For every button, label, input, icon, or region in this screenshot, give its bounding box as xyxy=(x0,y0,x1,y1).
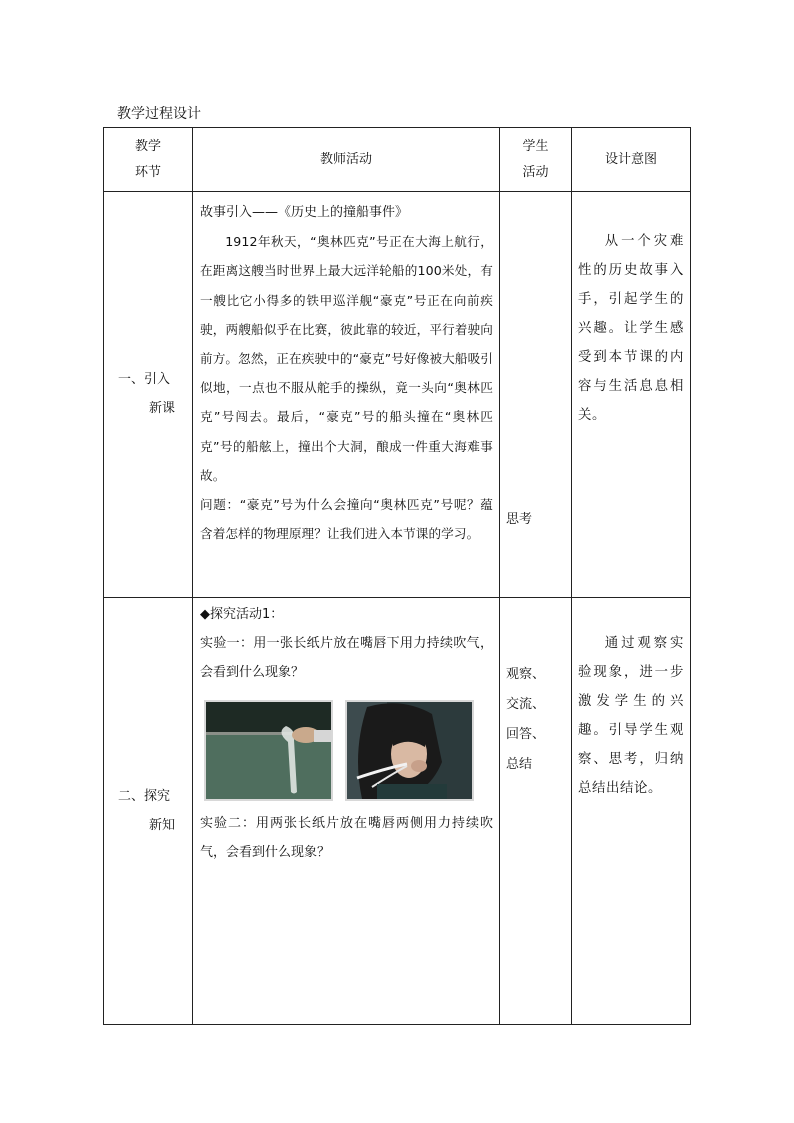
header-student-line2: 活动 xyxy=(522,165,549,180)
header-intent-label: 设计意图 xyxy=(604,152,657,167)
experiment-photos xyxy=(204,700,493,801)
question-text: 问题：“豪克”号为什么会撞向“奥林匹克”号呢？蕴含着怎样的物理原理？让我们进入本节课的学习。 xyxy=(200,497,493,542)
stage-1-line1: 一、引入 xyxy=(118,372,171,387)
student-activity-2-observe: 观察、 xyxy=(506,667,546,682)
teacher-cell-1 xyxy=(193,192,500,598)
student-activity-2-exchange: 交流、 xyxy=(506,697,546,712)
activity-heading: ◆探究活动1： xyxy=(200,607,284,622)
stage-1-line2: 新课 xyxy=(149,401,176,416)
header-stage xyxy=(104,128,193,192)
intent-text-1: 从一个灾难性的历史故事入手，引起学生的兴趣。让学生感受到本节课的内容与生活息息相关。 xyxy=(578,234,684,423)
intent-cell-2 xyxy=(572,598,691,1025)
stage-cell-1 xyxy=(104,192,193,598)
intent-text-2: 通过观察实验现象，进一步激发学生的兴趣。引导学生观察、思考，归纳总结出结论。 xyxy=(578,636,684,796)
stage-cell-2 xyxy=(104,598,193,1025)
student-activity-1: 思考 xyxy=(506,512,533,527)
header-stage-line2: 环节 xyxy=(134,165,161,180)
stage-2-line1: 二、探究 xyxy=(118,789,171,804)
header-teacher-label: 教师活动 xyxy=(319,152,372,167)
experiment-1-text: 实验一：用一张长纸片放在嘴唇下用力持续吹气，会看到什么现象？ xyxy=(200,636,493,681)
header-teacher xyxy=(193,128,500,192)
header-stage-line1: 教学 xyxy=(134,139,161,154)
story-text: 1912年秋天，“奥林匹克”号正在大海上航行，在距离这艘当时世界上最大远洋轮船的100米处，有一艘比它小得多的铁甲巡洋舰“豪克”号正在向前疾驶，两艘船似乎在比赛，彼此靠的较近，平行着驶向前方。忽然，正在疾驶中的“豪克”号好像被大船吸引似地，一点也不服从舵手的操纵，竟一头向“奥林匹克”号闯去。最后，“豪克”号的船头撞在“奥林匹克”号的船舷上，撞出个大洞，酿成一件重大海难事故。 xyxy=(200,234,493,483)
student-cell-2 xyxy=(500,598,572,1025)
header-student xyxy=(500,128,572,192)
lesson-plan-table xyxy=(103,127,691,1025)
experiment-2-text: 实验二：用两张长纸片放在嘴唇两侧用力持续吹气，会看到什么现象？ xyxy=(200,815,493,860)
student-activity-2 xyxy=(500,598,571,780)
teacher-cell-2 xyxy=(193,598,500,1025)
section-title: 教学过程设计 xyxy=(117,106,201,122)
paper-strip-photo xyxy=(204,700,333,801)
stage-2-line2: 新知 xyxy=(149,818,176,833)
header-intent xyxy=(572,128,691,192)
student-cell-1 xyxy=(500,192,572,598)
intent-cell-1 xyxy=(572,192,691,598)
paper-strip-illustration xyxy=(206,702,331,799)
row-introduction xyxy=(104,192,691,598)
student-activity-2-answer: 回答、 xyxy=(506,727,546,742)
student-activity-2-summarize: 总结 xyxy=(506,757,533,772)
student-blowing-photo xyxy=(345,700,474,801)
row-exploration xyxy=(104,598,691,1025)
student-blowing-illustration xyxy=(347,702,472,799)
story-heading: 故事引入——《历史上的撞船事件》 xyxy=(200,205,409,220)
header-row xyxy=(104,128,691,192)
header-student-line1: 学生 xyxy=(522,139,549,154)
